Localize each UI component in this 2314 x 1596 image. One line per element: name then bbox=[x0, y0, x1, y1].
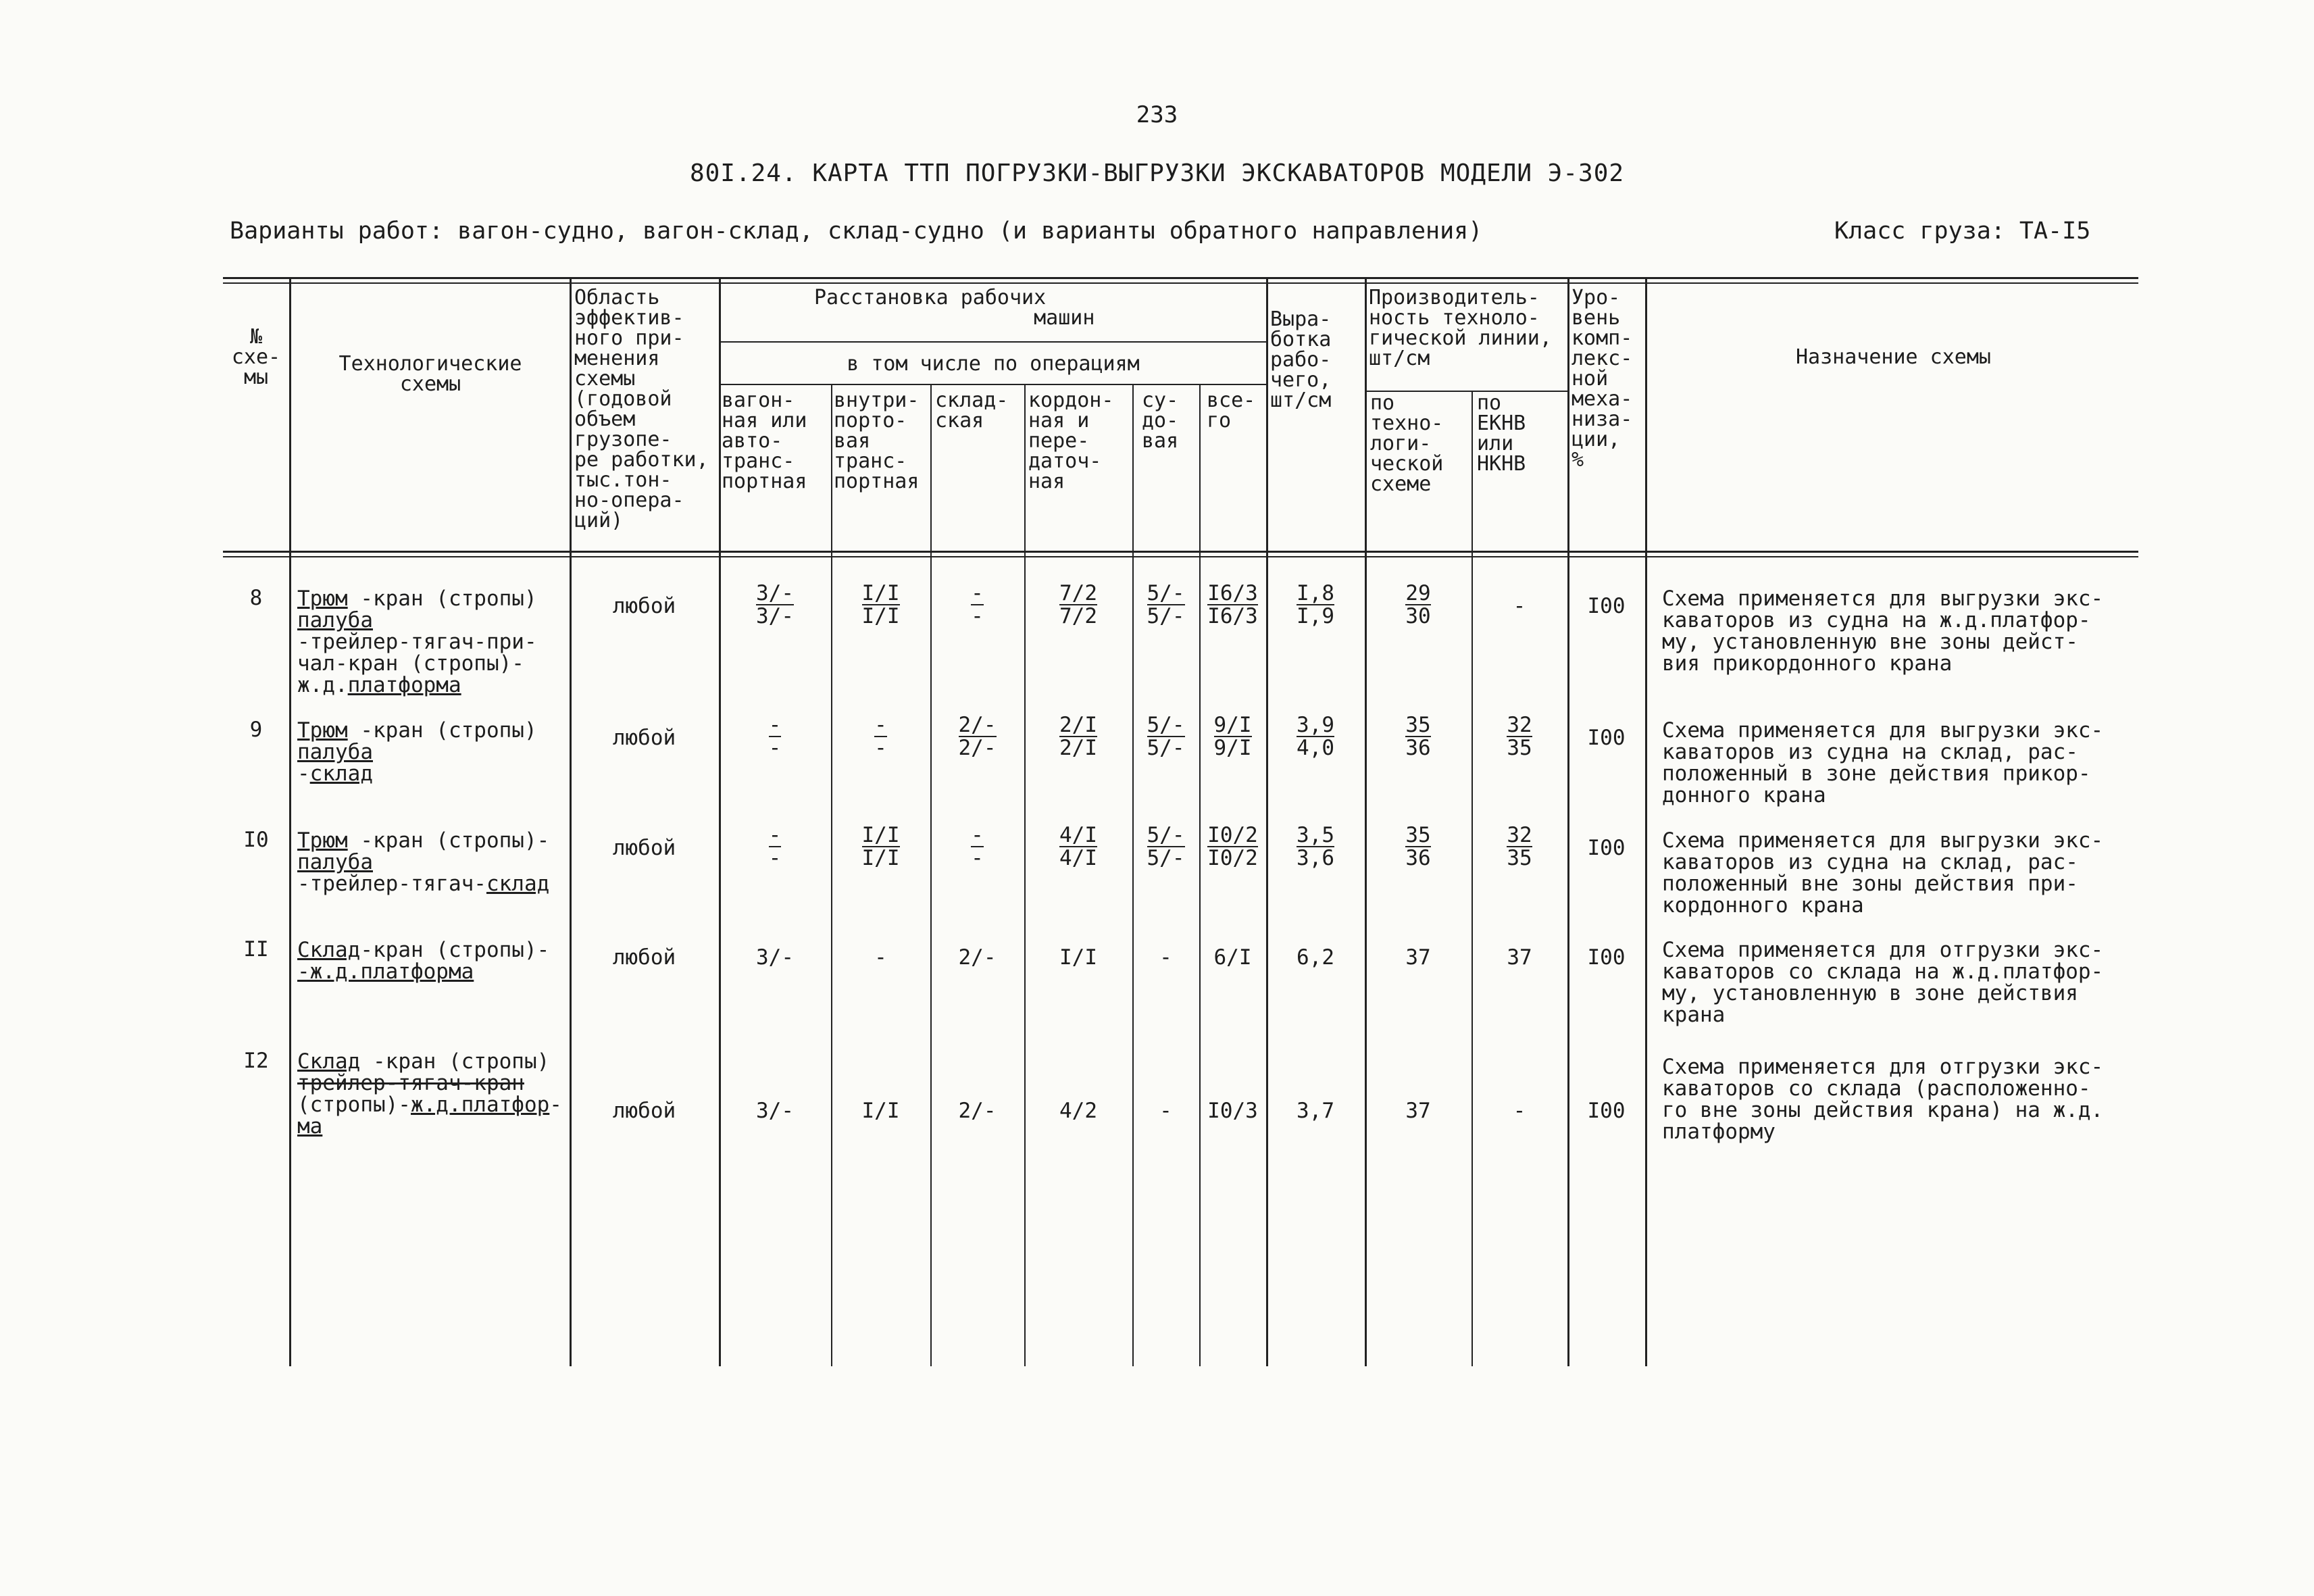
fraction-wagon bbox=[719, 714, 831, 759]
scheme-purpose: Схема применяется для выгрузки экс- каваторов из судна на ж.д.платфор- му, установленную вне зоны дейст- вия прикордонного крана bbox=[1662, 587, 2104, 676]
fraction-top: 7/2 bbox=[1059, 581, 1097, 605]
fraction-top: 2/I bbox=[1059, 713, 1097, 737]
value-output: 3,7 bbox=[1297, 1099, 1334, 1123]
value-total: I0/3 bbox=[1207, 1099, 1258, 1123]
fraction-top: - bbox=[971, 823, 984, 847]
header-internal-port-transport: внутри- порто- вая транс- портная bbox=[834, 389, 920, 493]
fraction-bottom: - bbox=[971, 846, 984, 870]
scheme-description bbox=[297, 720, 537, 784]
scheme-fragment: палуба bbox=[297, 740, 373, 764]
scheme-number: II bbox=[243, 937, 269, 962]
scheme-fragment: ма bbox=[297, 1114, 323, 1139]
cargo-class: Класс груза: ТА-I5 bbox=[1834, 218, 2091, 245]
scheme-fragment: палуба bbox=[297, 850, 373, 874]
header-total: все- го bbox=[1207, 389, 1256, 432]
header-machine-placement: Расстановка рабочих машин bbox=[814, 286, 1095, 330]
scheme-fragment: -кран (стропы) bbox=[360, 718, 537, 743]
value-warehouse: 2/- bbox=[958, 1099, 997, 1123]
header-ship: су- до- вая bbox=[1142, 389, 1179, 453]
mechanization-level: I00 bbox=[1587, 836, 1626, 860]
scheme-fragment: (стропы)- bbox=[297, 1093, 411, 1117]
application-area: любой bbox=[612, 594, 676, 618]
fraction-top: I0/2 bbox=[1207, 823, 1258, 847]
fraction-top: I,8 bbox=[1297, 581, 1334, 605]
fraction-top: - bbox=[768, 713, 782, 737]
header-by-eknv: по ЕКНВ или НКНВ bbox=[1477, 391, 1526, 476]
scheme-description bbox=[297, 1051, 562, 1137]
mechanization-level: I00 bbox=[1587, 726, 1626, 750]
fraction-bottom: 5/- bbox=[1147, 736, 1185, 760]
scheme-fragment: ж.д.платфор bbox=[410, 1093, 550, 1117]
scheme-fragment: -кран (стропы) bbox=[360, 587, 537, 611]
fraction-top: - bbox=[971, 581, 984, 605]
scheme-purpose: Схема применяется для отгрузки экс- каваторов со склада на ж.д.платфор- му, установленную в зоне действия крана bbox=[1662, 938, 2104, 1027]
value-by-scheme: 37 bbox=[1405, 1099, 1431, 1123]
scheme-fragment: трейлер-тягач-кран bbox=[297, 1071, 524, 1095]
fraction-bottom: 35 bbox=[1507, 736, 1532, 760]
fraction-total bbox=[1199, 582, 1266, 627]
fraction-internal bbox=[831, 582, 930, 627]
fraction-internal bbox=[831, 824, 930, 869]
header-scheme-purpose: Назначение схемы bbox=[1796, 345, 1991, 369]
value-wagon: 3/- bbox=[756, 945, 794, 970]
scheme-fragment: Склад bbox=[297, 1049, 361, 1074]
value-internal: I/I bbox=[861, 1099, 900, 1123]
work-variants: Варианты работ: вагон-судно, вагон-склад, склад-судно (и варианты обратного направления) bbox=[230, 218, 1483, 245]
fraction-bottom: 3,6 bbox=[1297, 846, 1334, 870]
fraction-internal bbox=[831, 714, 930, 759]
scheme-fragment: - bbox=[549, 1093, 562, 1117]
fraction-bottom: 7/2 bbox=[1059, 604, 1097, 628]
scheme-fragment: Трюм bbox=[297, 718, 348, 743]
value-total: 6/I bbox=[1213, 945, 1252, 970]
header-by-scheme: по техно- логи- ческой схеме bbox=[1370, 391, 1444, 496]
scheme-number: I0 bbox=[243, 828, 269, 852]
fraction-top: 5/- bbox=[1147, 581, 1185, 605]
fraction-bottom: 9/I bbox=[1213, 736, 1252, 760]
fraction-bottom: I0/2 bbox=[1207, 846, 1258, 870]
value-by-eknv: - bbox=[1513, 594, 1526, 618]
page-number: 233 bbox=[1136, 101, 1178, 128]
value-internal: - bbox=[874, 945, 887, 970]
fraction-by-eknv bbox=[1472, 714, 1567, 759]
fraction-bottom: 4/I bbox=[1059, 846, 1097, 870]
scheme-fragment: -кран (стропы)- bbox=[360, 828, 550, 853]
fraction-bottom: - bbox=[874, 736, 887, 760]
fraction-warehouse bbox=[930, 824, 1024, 869]
scheme-fragment: палуба bbox=[297, 608, 373, 632]
fraction-top: - bbox=[874, 713, 887, 737]
fraction-top: - bbox=[768, 823, 782, 847]
scheme-number: 9 bbox=[249, 718, 263, 742]
fraction-top: I6/3 bbox=[1207, 581, 1258, 605]
fraction-bottom: I/I bbox=[861, 846, 900, 870]
fraction-wagon bbox=[719, 824, 831, 869]
fraction-bottom: 36 bbox=[1405, 736, 1431, 760]
scheme-fragment: Трюм bbox=[297, 587, 348, 611]
scheme-purpose: Схема применяется для выгрузки экс- каваторов из судна на склад, рас- положенный в зоне действия прикор- донного крана bbox=[1662, 718, 2104, 807]
fraction-bottom: 2/- bbox=[958, 736, 997, 760]
header-application-area: Область эффектив- ного при- менения схемы (годовой объем грузопе- ре работки, тыс.тон- но-опера- ций) bbox=[574, 286, 709, 532]
fraction-bottom: 2/I bbox=[1059, 736, 1097, 760]
fraction-bottom: - bbox=[768, 736, 782, 760]
fraction-top: 2/- bbox=[958, 713, 997, 737]
scheme-fragment: склад bbox=[309, 762, 373, 786]
fraction-output bbox=[1266, 824, 1365, 869]
fraction-by-scheme bbox=[1365, 824, 1472, 869]
fraction-output bbox=[1266, 714, 1365, 759]
fraction-bottom: 4,0 bbox=[1297, 736, 1334, 760]
scheme-fragment: - bbox=[297, 762, 310, 786]
fraction-bottom: 35 bbox=[1507, 846, 1532, 870]
scheme-description bbox=[297, 588, 537, 696]
header-mechanization-level: Уро- вень комп- лекс- ной меха- низа- ции, % bbox=[1571, 286, 1633, 472]
fraction-bottom: 5/- bbox=[1147, 846, 1185, 870]
fraction-top: 5/- bbox=[1147, 713, 1185, 737]
header-warehouse: склад- ская bbox=[935, 389, 1009, 432]
fraction-bottom: 3/- bbox=[756, 604, 794, 628]
fraction-bottom: I6/3 bbox=[1207, 604, 1258, 628]
fraction-by-scheme bbox=[1365, 714, 1472, 759]
fraction-bottom: I,9 bbox=[1297, 604, 1334, 628]
fraction-ship bbox=[1132, 582, 1199, 627]
fraction-top: 5/- bbox=[1147, 823, 1185, 847]
fraction-top: 32 bbox=[1507, 823, 1532, 847]
fraction-warehouse bbox=[930, 582, 1024, 627]
fraction-top: 3,9 bbox=[1297, 713, 1334, 737]
header-line-productivity: Производитель- ность техноло- гической линии, шт/см bbox=[1369, 286, 1552, 370]
fraction-bottom: 5/- bbox=[1147, 604, 1185, 628]
fraction-top: 35 bbox=[1405, 713, 1431, 737]
fraction-by-eknv bbox=[1472, 824, 1567, 869]
scheme-description bbox=[297, 830, 549, 895]
fraction-top: I/I bbox=[861, 581, 900, 605]
fraction-warehouse bbox=[930, 714, 1024, 759]
mechanization-level: I00 bbox=[1587, 945, 1626, 970]
fraction-ship bbox=[1132, 824, 1199, 869]
fraction-cordon bbox=[1024, 582, 1132, 627]
fraction-bottom: 36 bbox=[1405, 846, 1431, 870]
value-cordon: 4/2 bbox=[1059, 1099, 1097, 1123]
value-by-scheme: 37 bbox=[1405, 945, 1431, 970]
fraction-top: 29 bbox=[1405, 581, 1431, 605]
fraction-total bbox=[1199, 714, 1266, 759]
scheme-fragment: Трюм bbox=[297, 828, 348, 853]
value-output: 6,2 bbox=[1297, 945, 1334, 970]
fraction-top: 32 bbox=[1507, 713, 1532, 737]
fraction-bottom: I/I bbox=[861, 604, 900, 628]
scheme-fragment: -ж.д.платформа bbox=[297, 959, 474, 984]
fraction-total bbox=[1199, 824, 1266, 869]
scheme-purpose: Схема применяется для выгрузки экс- каваторов из судна на склад, рас- положенный вне зоны действия при- кордонного крана bbox=[1662, 828, 2104, 918]
document-title: 80I.24. КАРТА ТТП ПОГРУЗКИ-ВЫГРУЗКИ ЭКСКАВАТОРОВ МОДЕЛИ Э-302 bbox=[689, 159, 1625, 187]
fraction-wagon bbox=[719, 582, 831, 627]
value-ship: - bbox=[1159, 1099, 1172, 1123]
application-area: любой bbox=[612, 726, 676, 750]
value-ship: - bbox=[1159, 945, 1172, 970]
fraction-output bbox=[1266, 582, 1365, 627]
scheme-fragment: -кран (стропы) bbox=[372, 1049, 550, 1074]
scheme-number: 8 bbox=[249, 586, 263, 610]
fraction-bottom: - bbox=[971, 604, 984, 628]
header-cordon-transfer: кордон- ная и пере- даточ- ная bbox=[1028, 389, 1114, 493]
scheme-number: I2 bbox=[243, 1049, 269, 1073]
application-area: любой bbox=[612, 836, 676, 860]
application-area: любой bbox=[612, 945, 676, 970]
header-worker-output: Выра- ботка рабо- чего, шт/см bbox=[1270, 307, 1332, 412]
fraction-by-scheme bbox=[1365, 582, 1472, 627]
value-warehouse: 2/- bbox=[958, 945, 997, 970]
scheme-fragment: платформа bbox=[347, 673, 461, 697]
mechanization-level: I00 bbox=[1587, 594, 1626, 618]
fraction-top: 3,5 bbox=[1297, 823, 1334, 847]
fraction-bottom: - bbox=[768, 846, 782, 870]
value-cordon: I/I bbox=[1059, 945, 1097, 970]
scheme-purpose: Схема применяется для отгрузки экс- каваторов со склада (расположенно- го вне зоны действия крана) на ж.д. платформу bbox=[1662, 1055, 2104, 1144]
fraction-cordon bbox=[1024, 714, 1132, 759]
fraction-cordon bbox=[1024, 824, 1132, 869]
scheme-fragment: Склад bbox=[297, 938, 361, 962]
scheme-fragment: -кран (стропы)- bbox=[360, 938, 550, 962]
scheme-description bbox=[297, 939, 549, 982]
fraction-top: I/I bbox=[861, 823, 900, 847]
scheme-fragment: -трейлер-тягач- bbox=[297, 872, 486, 896]
header-technological-schemes: Технологические схемы bbox=[338, 352, 522, 396]
value-by-eknv: 37 bbox=[1507, 945, 1532, 970]
scheme-fragment: -трейлер-тягач-при- чал-кран (стропы)- ж.д. bbox=[297, 630, 537, 697]
mechanization-level: I00 bbox=[1587, 1099, 1626, 1123]
fraction-top: 3/- bbox=[756, 581, 794, 605]
fraction-top: 4/I bbox=[1059, 823, 1097, 847]
header-wagon-transport: вагон- ная или авто- транс- портная bbox=[722, 389, 807, 493]
fraction-top: 9/I bbox=[1213, 713, 1252, 737]
header-including-operations: в том числе по операциям bbox=[847, 352, 1140, 376]
fraction-top: 35 bbox=[1405, 823, 1431, 847]
scheme-fragment: склад bbox=[486, 872, 550, 896]
value-by-eknv: - bbox=[1513, 1099, 1526, 1123]
fraction-ship bbox=[1132, 714, 1199, 759]
value-wagon: 3/- bbox=[756, 1099, 794, 1123]
header-scheme-number: № схе- мы bbox=[231, 325, 281, 389]
application-area: любой bbox=[612, 1099, 676, 1123]
fraction-bottom: 30 bbox=[1405, 604, 1431, 628]
